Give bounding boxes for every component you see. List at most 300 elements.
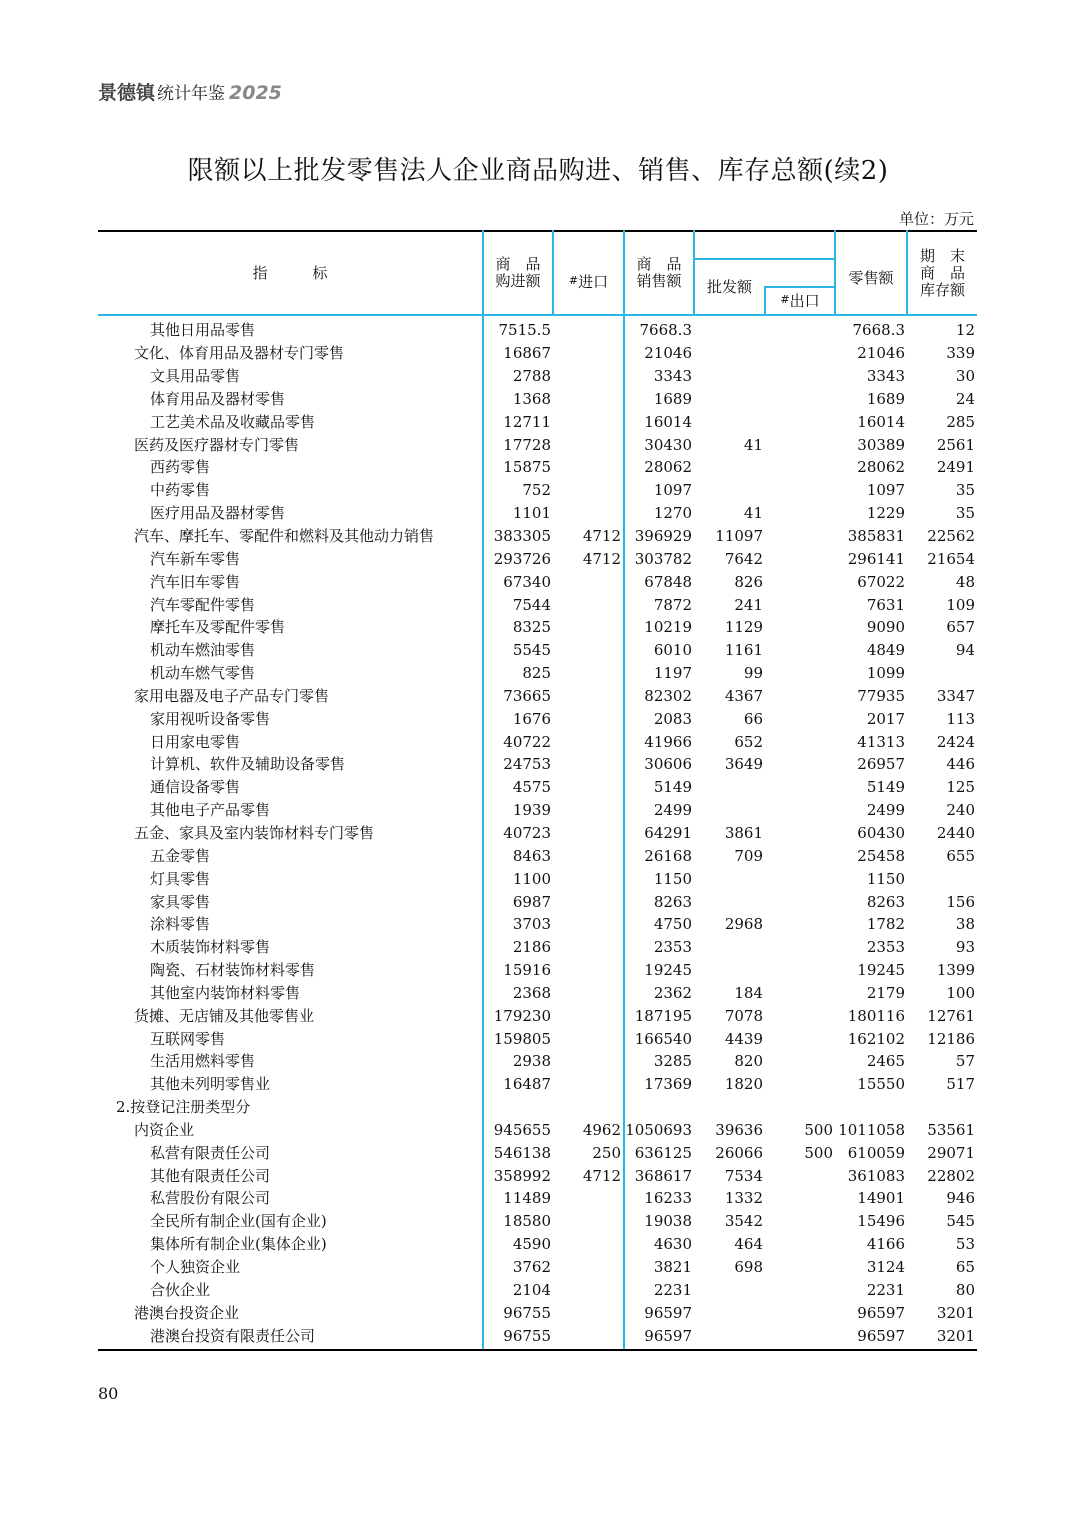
cell-purchase <box>483 1096 553 1119</box>
cell-purchase: 11489 <box>503 1189 551 1208</box>
row-label: 家用视听设备零售 <box>98 707 483 730</box>
cell-wholesale: 1820 <box>724 1075 763 1094</box>
cell-sales: 187195 <box>634 1006 692 1025</box>
row-label: 汽车零配件零售 <box>98 593 483 616</box>
row-label: 陶瓷、石材装饰材料零售 <box>98 959 483 982</box>
cell-sales: 166540 <box>634 1029 692 1048</box>
cell-stock: 125 <box>946 778 975 797</box>
cell-sales: 396929 <box>634 527 692 546</box>
cell-export <box>765 753 835 776</box>
cell-export <box>765 707 835 730</box>
row-label: 家具零售 <box>98 890 483 913</box>
cell-export <box>765 1027 835 1050</box>
row-label: 其他未列明零售业 <box>98 1073 483 1096</box>
cell-wholesale <box>694 1278 765 1301</box>
cell-sales: 2362 <box>653 983 692 1002</box>
cell-wholesale <box>694 315 765 342</box>
cell-export <box>765 456 835 479</box>
table-row <box>98 936 977 959</box>
cell-stock: 93 <box>955 938 975 957</box>
cell-stock: 113 <box>946 709 975 728</box>
cell-stock: 30 <box>955 367 975 386</box>
cell-sales: 67848 <box>644 572 692 591</box>
cell-export <box>765 844 835 867</box>
cell-purchase: 2938 <box>512 1052 551 1071</box>
cell-stock: 3201 <box>936 1303 975 1322</box>
table-row <box>98 1050 977 1073</box>
cell-purchase: 12711 <box>503 412 551 431</box>
cell-sales: 1689 <box>653 389 692 408</box>
cell-sales: 636125 <box>634 1143 692 1162</box>
row-label: 合伙企业 <box>98 1278 483 1301</box>
header-import-mark: # <box>568 273 579 287</box>
cell-export <box>765 639 835 662</box>
header-retail <box>835 231 907 315</box>
row-label: 五金、家具及室内装饰材料专门零售 <box>98 822 483 845</box>
cell-import <box>553 867 624 890</box>
cell-purchase: 1100 <box>512 869 551 888</box>
row-label: 私营股份有限公司 <box>98 1187 483 1210</box>
header-stock <box>907 231 977 315</box>
page-title: 限额以上批发零售法人企业商品购进、销售、库存总额(续2) <box>187 156 889 186</box>
table-row <box>98 1004 977 1027</box>
cell-stock: 22802 <box>927 1166 975 1185</box>
cell-sales: 3343 <box>653 367 692 386</box>
header-export-text: 出口 <box>789 291 820 310</box>
cell-wholesale <box>694 1324 765 1350</box>
cell-wholesale: 3542 <box>724 1212 763 1231</box>
cell-sales: 21046 <box>644 344 692 363</box>
row-label: 日用家电零售 <box>98 730 483 753</box>
cell-sales: 1197 <box>653 664 692 683</box>
table-row <box>98 639 977 662</box>
cell-sales: 16233 <box>644 1189 692 1208</box>
cell-export <box>765 936 835 959</box>
cell-export <box>765 433 835 456</box>
cell-stock: 94 <box>955 641 975 660</box>
header-purchase <box>483 231 553 315</box>
row-label: 其他室内装饰材料零售 <box>98 981 483 1004</box>
header-retail-text: 零售额 <box>848 268 894 287</box>
cell-wholesale <box>694 1301 765 1324</box>
cell-wholesale: 39636 <box>715 1120 763 1139</box>
cell-retail: 25458 <box>857 846 905 865</box>
table-row <box>98 685 977 708</box>
row-label: 汽车、摩托车、零配件和燃料及其他动力销售 <box>98 525 483 548</box>
cell-purchase: 8463 <box>512 846 551 865</box>
row-label: 文化、体育用品及器材专门零售 <box>98 342 483 365</box>
cell-sales: 16014 <box>644 412 692 431</box>
cell-retail: 26957 <box>857 755 905 774</box>
cell-sales <box>624 1096 694 1119</box>
cell-purchase: 1101 <box>512 504 551 523</box>
cell-stock: 285 <box>946 412 975 431</box>
cell-sales: 41966 <box>644 732 692 751</box>
cell-export <box>765 1004 835 1027</box>
cell-import <box>553 1233 624 1256</box>
cell-purchase: 4590 <box>512 1235 551 1254</box>
cell-sales: 28062 <box>644 458 692 477</box>
cell-retail: 2231 <box>866 1280 905 1299</box>
row-label: 其他有限责任公司 <box>98 1164 483 1187</box>
cell-sales: 7872 <box>653 595 692 614</box>
cell-wholesale: 7642 <box>724 549 763 568</box>
cell-sales: 10219 <box>644 618 692 637</box>
cell-retail: 1782 <box>866 915 905 934</box>
cell-import <box>553 1278 624 1301</box>
page-number: 80 <box>98 1384 119 1403</box>
cell-wholesale <box>694 799 765 822</box>
cell-export <box>765 981 835 1004</box>
running-head-year: 2025 <box>229 82 282 104</box>
cell-export <box>765 1096 835 1119</box>
cell-retail: 60430 <box>857 823 905 842</box>
header-purchase-line1: 商 品 <box>495 255 541 273</box>
header-import <box>553 231 624 315</box>
table-row <box>98 776 977 799</box>
table-row <box>98 525 977 548</box>
cell-retail: 4166 <box>866 1235 905 1254</box>
cell-export <box>765 799 835 822</box>
cell-sales: 8263 <box>653 892 692 911</box>
cell-purchase: 40722 <box>503 732 551 751</box>
cell-purchase: 2186 <box>512 938 551 957</box>
cell-retail: 15496 <box>857 1212 905 1231</box>
cell-import <box>553 707 624 730</box>
row-label: 涂料零售 <box>98 913 483 936</box>
cell-purchase: 67340 <box>503 572 551 591</box>
cell-export <box>765 867 835 890</box>
row-label: 私营有限责任公司 <box>98 1141 483 1164</box>
statistics-table-wrapper <box>98 230 977 1351</box>
cell-stock: 57 <box>955 1052 975 1071</box>
cell-retail: 296141 <box>847 549 905 568</box>
cell-retail <box>835 1096 907 1119</box>
table-row <box>98 753 977 776</box>
table-row <box>98 867 977 890</box>
cell-export <box>765 410 835 433</box>
row-label: 计算机、软件及辅助设备零售 <box>98 753 483 776</box>
cell-sales: 64291 <box>644 823 692 842</box>
cell-export <box>765 1164 835 1187</box>
cell-stock: 2561 <box>936 435 975 454</box>
header-purchase-line2: 购进额 <box>495 272 541 290</box>
cell-stock: 12 <box>955 321 975 340</box>
row-label: 其他电子产品零售 <box>98 799 483 822</box>
cell-sales: 96597 <box>624 1324 694 1350</box>
table-row <box>98 388 977 411</box>
cell-purchase: 4575 <box>512 778 551 797</box>
cell-wholesale <box>694 342 765 365</box>
cell-wholesale: 2968 <box>724 915 763 934</box>
cell-wholesale <box>694 388 765 411</box>
cell-wholesale: 709 <box>734 846 763 865</box>
cell-sales: 30430 <box>644 435 692 454</box>
row-label: 机动车燃油零售 <box>98 639 483 662</box>
header-indicator-text: 指 标 <box>252 263 328 282</box>
cell-purchase: 825 <box>522 664 551 683</box>
cell-import <box>553 1256 624 1279</box>
cell-wholesale: 11097 <box>715 527 763 546</box>
table-row <box>98 959 977 982</box>
cell-purchase: 3703 <box>512 915 551 934</box>
cell-purchase: 24753 <box>503 755 551 774</box>
cell-purchase: 3762 <box>512 1258 551 1277</box>
cell-stock <box>907 662 977 685</box>
cell-wholesale: 7078 <box>724 1006 763 1025</box>
row-label: 货摊、无店铺及其他零售业 <box>98 1004 483 1027</box>
cell-stock: 517 <box>946 1075 975 1094</box>
cell-sales: 3285 <box>653 1052 692 1071</box>
table-row <box>98 730 977 753</box>
row-label: 中药零售 <box>98 479 483 502</box>
cell-export <box>765 685 835 708</box>
cell-retail: 30389 <box>857 435 905 454</box>
cell-import <box>553 1004 624 1027</box>
cell-retail: 361083 <box>847 1166 905 1185</box>
cell-export <box>765 502 835 525</box>
cell-stock: 80 <box>955 1280 975 1299</box>
cell-export <box>765 525 835 548</box>
cell-import <box>553 1050 624 1073</box>
cell-stock: 109 <box>946 595 975 614</box>
row-label: 内资企业 <box>98 1119 483 1142</box>
cell-wholesale: 7534 <box>724 1166 763 1185</box>
cell-retail: 2017 <box>866 709 905 728</box>
table-row <box>98 1073 977 1096</box>
cell-import <box>553 776 624 799</box>
cell-import <box>553 388 624 411</box>
cell-wholesale: 826 <box>734 572 763 591</box>
cell-stock: 3201 <box>907 1324 977 1350</box>
cell-import: 4712 <box>553 1164 624 1187</box>
cell-export <box>765 616 835 639</box>
row-label: 其他日用品零售 <box>98 315 483 342</box>
cell-import <box>553 315 624 342</box>
table-row <box>98 707 977 730</box>
cell-retail: 28062 <box>857 458 905 477</box>
cell-sales: 2353 <box>653 938 692 957</box>
cell-sales: 1097 <box>653 481 692 500</box>
cell-export <box>765 776 835 799</box>
row-label: 工艺美术品及收藏品零售 <box>98 410 483 433</box>
row-label: 机动车燃气零售 <box>98 662 483 685</box>
cell-import <box>553 890 624 913</box>
header-stock-line3: 库存额 <box>919 280 965 299</box>
table-row <box>98 822 977 845</box>
table-row <box>98 456 977 479</box>
cell-purchase: 358992 <box>493 1166 551 1185</box>
cell-stock: 24 <box>955 389 975 408</box>
cell-export <box>765 593 835 616</box>
cell-export <box>765 1073 835 1096</box>
cell-purchase: 96755 <box>503 1303 551 1322</box>
cell-purchase: 17728 <box>503 435 551 454</box>
cell-purchase: 2104 <box>512 1280 551 1299</box>
cell-stock: 29071 <box>927 1143 975 1162</box>
row-label: 汽车旧车零售 <box>98 570 483 593</box>
table-row <box>98 433 977 456</box>
cell-stock: 3347 <box>936 686 975 705</box>
cell-purchase: 96755 <box>483 1324 553 1350</box>
row-label: 汽车新车零售 <box>98 547 483 570</box>
cell-stock: 48 <box>955 572 975 591</box>
table-row <box>98 593 977 616</box>
cell-purchase: 5545 <box>512 641 551 660</box>
table-row <box>98 662 977 685</box>
cell-purchase: 16487 <box>503 1075 551 1094</box>
cell-wholesale <box>694 959 765 982</box>
table-row <box>98 1141 977 1164</box>
row-label: 医药及医疗器材专门零售 <box>98 433 483 456</box>
cell-purchase: 1368 <box>512 389 551 408</box>
cell-retail: 19245 <box>857 961 905 980</box>
row-label: 家用电器及电子产品专门零售 <box>98 685 483 708</box>
row-label: 港澳台投资有限责任公司 <box>98 1324 483 1350</box>
cell-sales: 3821 <box>653 1258 692 1277</box>
cell-import <box>553 936 624 959</box>
cell-retail: 1099 <box>866 664 905 683</box>
cell-purchase: 1939 <box>512 801 551 820</box>
table-row <box>98 1096 977 1119</box>
cell-retail: 385831 <box>847 527 905 546</box>
table-row <box>98 1027 977 1050</box>
cell-stock <box>907 867 977 890</box>
cell-retail: 2353 <box>866 938 905 957</box>
cell-wholesale: 1332 <box>724 1189 763 1208</box>
cell-retail: 1011058 <box>838 1120 905 1139</box>
cell-stock: 655 <box>946 846 975 865</box>
cell-retail: 21046 <box>857 344 905 363</box>
cell-wholesale: 1129 <box>724 618 763 637</box>
cell-retail: 7668.3 <box>852 321 905 340</box>
cell-import <box>553 502 624 525</box>
cell-import: 4712 <box>553 525 624 548</box>
cell-import <box>553 410 624 433</box>
cell-export <box>765 1210 835 1233</box>
cell-export <box>765 547 835 570</box>
cell-wholesale: 820 <box>734 1052 763 1071</box>
header-wholesale <box>694 259 765 315</box>
cell-stock: 12761 <box>927 1006 975 1025</box>
cell-export <box>765 913 835 936</box>
cell-wholesale: 3861 <box>724 823 763 842</box>
cell-wholesale <box>694 936 765 959</box>
cell-sales: 17369 <box>644 1075 692 1094</box>
cell-retail: 4849 <box>866 641 905 660</box>
table-row <box>98 342 977 365</box>
cell-import <box>553 1096 624 1119</box>
row-label: 个人独资企业 <box>98 1256 483 1279</box>
header-sales-line2: 销售额 <box>636 272 682 290</box>
cell-stock: 21654 <box>927 549 975 568</box>
table-row <box>98 1187 977 1210</box>
cell-import <box>553 456 624 479</box>
row-label: 灯具零售 <box>98 867 483 890</box>
cell-stock: 2491 <box>936 458 975 477</box>
cell-purchase: 752 <box>522 481 551 500</box>
cell-wholesale <box>694 456 765 479</box>
table-row <box>98 890 977 913</box>
cell-import: 4712 <box>553 547 624 570</box>
cell-purchase: 8325 <box>512 618 551 637</box>
cell-sales: 7668.3 <box>639 321 692 340</box>
table-row <box>98 1233 977 1256</box>
cell-sales: 2231 <box>653 1280 692 1299</box>
header-wholesale-text: 批发额 <box>706 277 752 296</box>
cell-wholesale: 698 <box>734 1258 763 1277</box>
cell-purchase: 15916 <box>503 961 551 980</box>
table-row <box>98 616 977 639</box>
cell-import <box>553 913 624 936</box>
cell-sales: 368617 <box>634 1166 692 1185</box>
cell-stock: 22562 <box>927 527 975 546</box>
table-row <box>98 1210 977 1233</box>
cell-export <box>765 1050 835 1073</box>
row-label: 生活用燃料零售 <box>98 1050 483 1073</box>
table-row <box>98 844 977 867</box>
cell-retail: 7631 <box>866 595 905 614</box>
cell-sales: 4630 <box>653 1235 692 1254</box>
cell-purchase: 15875 <box>503 458 551 477</box>
cell-retail: 180116 <box>847 1006 905 1025</box>
row-label: 文具用品零售 <box>98 365 483 388</box>
cell-stock: 53 <box>955 1235 975 1254</box>
cell-stock: 35 <box>955 504 975 523</box>
table-row <box>98 1324 977 1350</box>
cell-import <box>553 342 624 365</box>
cell-sales: 19038 <box>644 1212 692 1231</box>
cell-wholesale: 4439 <box>724 1029 763 1048</box>
cell-retail: 162102 <box>847 1029 905 1048</box>
cell-import <box>553 730 624 753</box>
cell-wholesale: 41 <box>743 435 763 454</box>
cell-retail: 67022 <box>857 572 905 591</box>
table-row <box>98 410 977 433</box>
table-row <box>98 570 977 593</box>
cell-retail: 2179 <box>866 983 905 1002</box>
cell-sales: 1150 <box>653 869 692 888</box>
table-row <box>98 502 977 525</box>
cell-import <box>553 593 624 616</box>
cell-wholesale <box>694 365 765 388</box>
cell-purchase: 73665 <box>503 686 551 705</box>
cell-purchase: 293726 <box>493 549 551 568</box>
header-import-text: 进口 <box>578 272 609 291</box>
cell-wholesale: 241 <box>734 595 763 614</box>
cell-export: 500 <box>804 1143 833 1162</box>
cell-export <box>765 1278 835 1301</box>
cell-import <box>553 753 624 776</box>
cell-import <box>553 1301 624 1324</box>
cell-stock: 53561 <box>927 1120 975 1139</box>
cell-retail: 9090 <box>866 618 905 637</box>
cell-export <box>765 342 835 365</box>
cell-wholesale <box>694 410 765 433</box>
cell-export <box>765 1256 835 1279</box>
cell-retail: 2499 <box>866 801 905 820</box>
header-stock-line2: 商 品 <box>919 263 965 282</box>
cell-export <box>765 730 835 753</box>
cell-retail: 41313 <box>857 732 905 751</box>
cell-export <box>765 890 835 913</box>
cell-sales: 5149 <box>653 778 692 797</box>
cell-sales: 6010 <box>653 641 692 660</box>
cell-retail: 5149 <box>866 778 905 797</box>
cell-stock: 446 <box>946 755 975 774</box>
cell-retail: 1689 <box>866 389 905 408</box>
cell-stock: 240 <box>946 801 975 820</box>
